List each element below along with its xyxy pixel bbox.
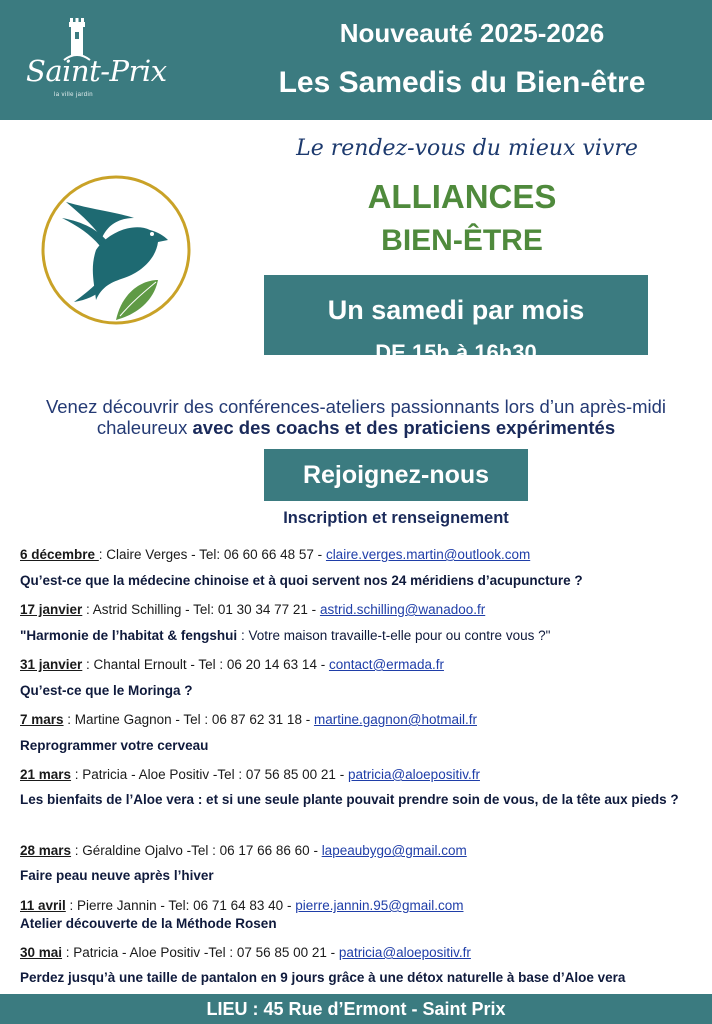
event-email-link[interactable]: astrid.schilling@wanadoo.fr bbox=[319, 602, 486, 617]
event-title: Qu’est-ce que la médecine chinoise et à quoi servent nos 24 méridiens d’acupuncture ? bbox=[20, 573, 583, 588]
schedule-hours: DE 15h à 16h30 bbox=[375, 340, 537, 365]
event-row bbox=[20, 898, 463, 913]
event-contact: : Martine Gagnon - Tel : 06 87 62 31 18 - bbox=[63, 712, 314, 727]
event-title bbox=[20, 626, 692, 645]
event-row bbox=[20, 767, 480, 782]
event-contact: : Pierre Jannin - Tel: 06 71 64 83 40 - bbox=[65, 898, 296, 913]
event-contact: : Chantal Ernoult - Tel : 06 20 14 63 14 - bbox=[82, 657, 329, 672]
event-title: Atelier découverte de la Méthode Rosen bbox=[20, 916, 277, 931]
saint-prix-logo bbox=[22, 14, 167, 104]
header-banner bbox=[0, 0, 712, 120]
join-label: Rejoignez-nous bbox=[302, 461, 490, 489]
event-date: 6 décembre bbox=[20, 547, 99, 562]
header-title: Les Samedis du Bien-être bbox=[278, 66, 646, 99]
venue-address: LIEU : 45 Rue d’Ermont - Saint Prix bbox=[206, 999, 506, 1019]
logo-tagline: la ville jardin bbox=[54, 92, 94, 98]
intro-text bbox=[20, 396, 692, 438]
event-row bbox=[20, 843, 467, 858]
event-contact: : Astrid Schilling - Tel: 01 30 34 77 21 - bbox=[82, 602, 320, 617]
schedule-frequency: Un samedi par mois bbox=[327, 295, 585, 325]
event-title: Reprogrammer votre cerveau bbox=[20, 738, 209, 753]
title-bien-etre: BIEN-ÊTRE bbox=[381, 224, 543, 257]
intro-line1: Venez découvrir des conférences-ateliers passionnants lors d’un après-midi bbox=[45, 396, 667, 417]
event-email-link[interactable]: martine.gagnon@hotmail.fr bbox=[313, 712, 477, 727]
intro-line2-normal: chaleureux bbox=[96, 417, 193, 438]
logo-name: Saint-Prix bbox=[26, 54, 167, 88]
tagline: Le rendez-vous du mieux vivre bbox=[296, 136, 638, 161]
event-date: 21 mars bbox=[20, 767, 72, 782]
event-email-link[interactable]: claire.verges.martin@outlook.com bbox=[325, 547, 531, 562]
event-row bbox=[20, 547, 530, 562]
event-email-link[interactable]: patricia@aloepositiv.fr bbox=[338, 945, 471, 960]
event-date: 31 janvier bbox=[20, 657, 83, 672]
event-contact: : Géraldine Ojalvo -Tel : 06 17 66 86 60 - bbox=[71, 843, 322, 858]
intro-line2-bold: avec des coachs et des praticiens expérimentés bbox=[192, 417, 616, 438]
event-date: 11 avril bbox=[20, 898, 66, 913]
event-date: 28 mars bbox=[20, 843, 72, 858]
dove-emblem-icon bbox=[38, 172, 194, 328]
event-contact: : Patricia - Aloe Positiv -Tel : 07 56 85 00 21 - bbox=[71, 767, 348, 782]
event-title: Perdez jusqu’à une taille de pantalon en 9 jours grâce à une détox naturelle à base d’Aloe vera bbox=[20, 970, 626, 985]
event-title: Faire peau neuve après l’hiver bbox=[20, 868, 214, 883]
schedule-box bbox=[264, 275, 648, 365]
event-email-link[interactable]: patricia@aloepositiv.fr bbox=[347, 767, 480, 782]
event-title: Qu’est-ce que le Moringa ? bbox=[20, 683, 193, 698]
event-email-link[interactable]: pierre.jannin.95@gmail.com bbox=[295, 898, 464, 913]
event-row bbox=[20, 712, 477, 727]
event-row bbox=[20, 602, 485, 617]
event-title: Les bienfaits de l’Aloe vera : et si une seule plante pouvait prendre soin de vous, de la tête aux pieds ? bbox=[20, 792, 679, 807]
event-date: 30 mai bbox=[20, 945, 63, 960]
inscription-heading: Inscription et renseignement bbox=[283, 509, 509, 527]
event-contact: : Claire Verges - Tel: 06 60 66 48 57 - bbox=[98, 547, 326, 562]
event-date: 17 janvier bbox=[20, 602, 83, 617]
event-title-normal: : Votre maison travaille-t-elle pour ou contre vous ?" bbox=[237, 628, 551, 643]
event-row bbox=[20, 657, 444, 672]
event-title-bold: "Harmonie de l’habitat & fengshui bbox=[20, 628, 238, 643]
event-email-link[interactable]: lapeaubygo@gmail.com bbox=[321, 843, 467, 858]
join-banner bbox=[264, 449, 528, 501]
header-year: Nouveauté 2025-2026 bbox=[339, 18, 605, 48]
event-contact: : Patricia - Aloe Positiv -Tel : 07 56 85 00 21 - bbox=[62, 945, 339, 960]
event-email-link[interactable]: contact@ermada.fr bbox=[328, 657, 444, 672]
title-alliances: ALLIANCES bbox=[367, 178, 557, 215]
event-row bbox=[20, 945, 471, 960]
event-date: 7 mars bbox=[20, 712, 64, 727]
footer-banner bbox=[0, 994, 712, 1024]
